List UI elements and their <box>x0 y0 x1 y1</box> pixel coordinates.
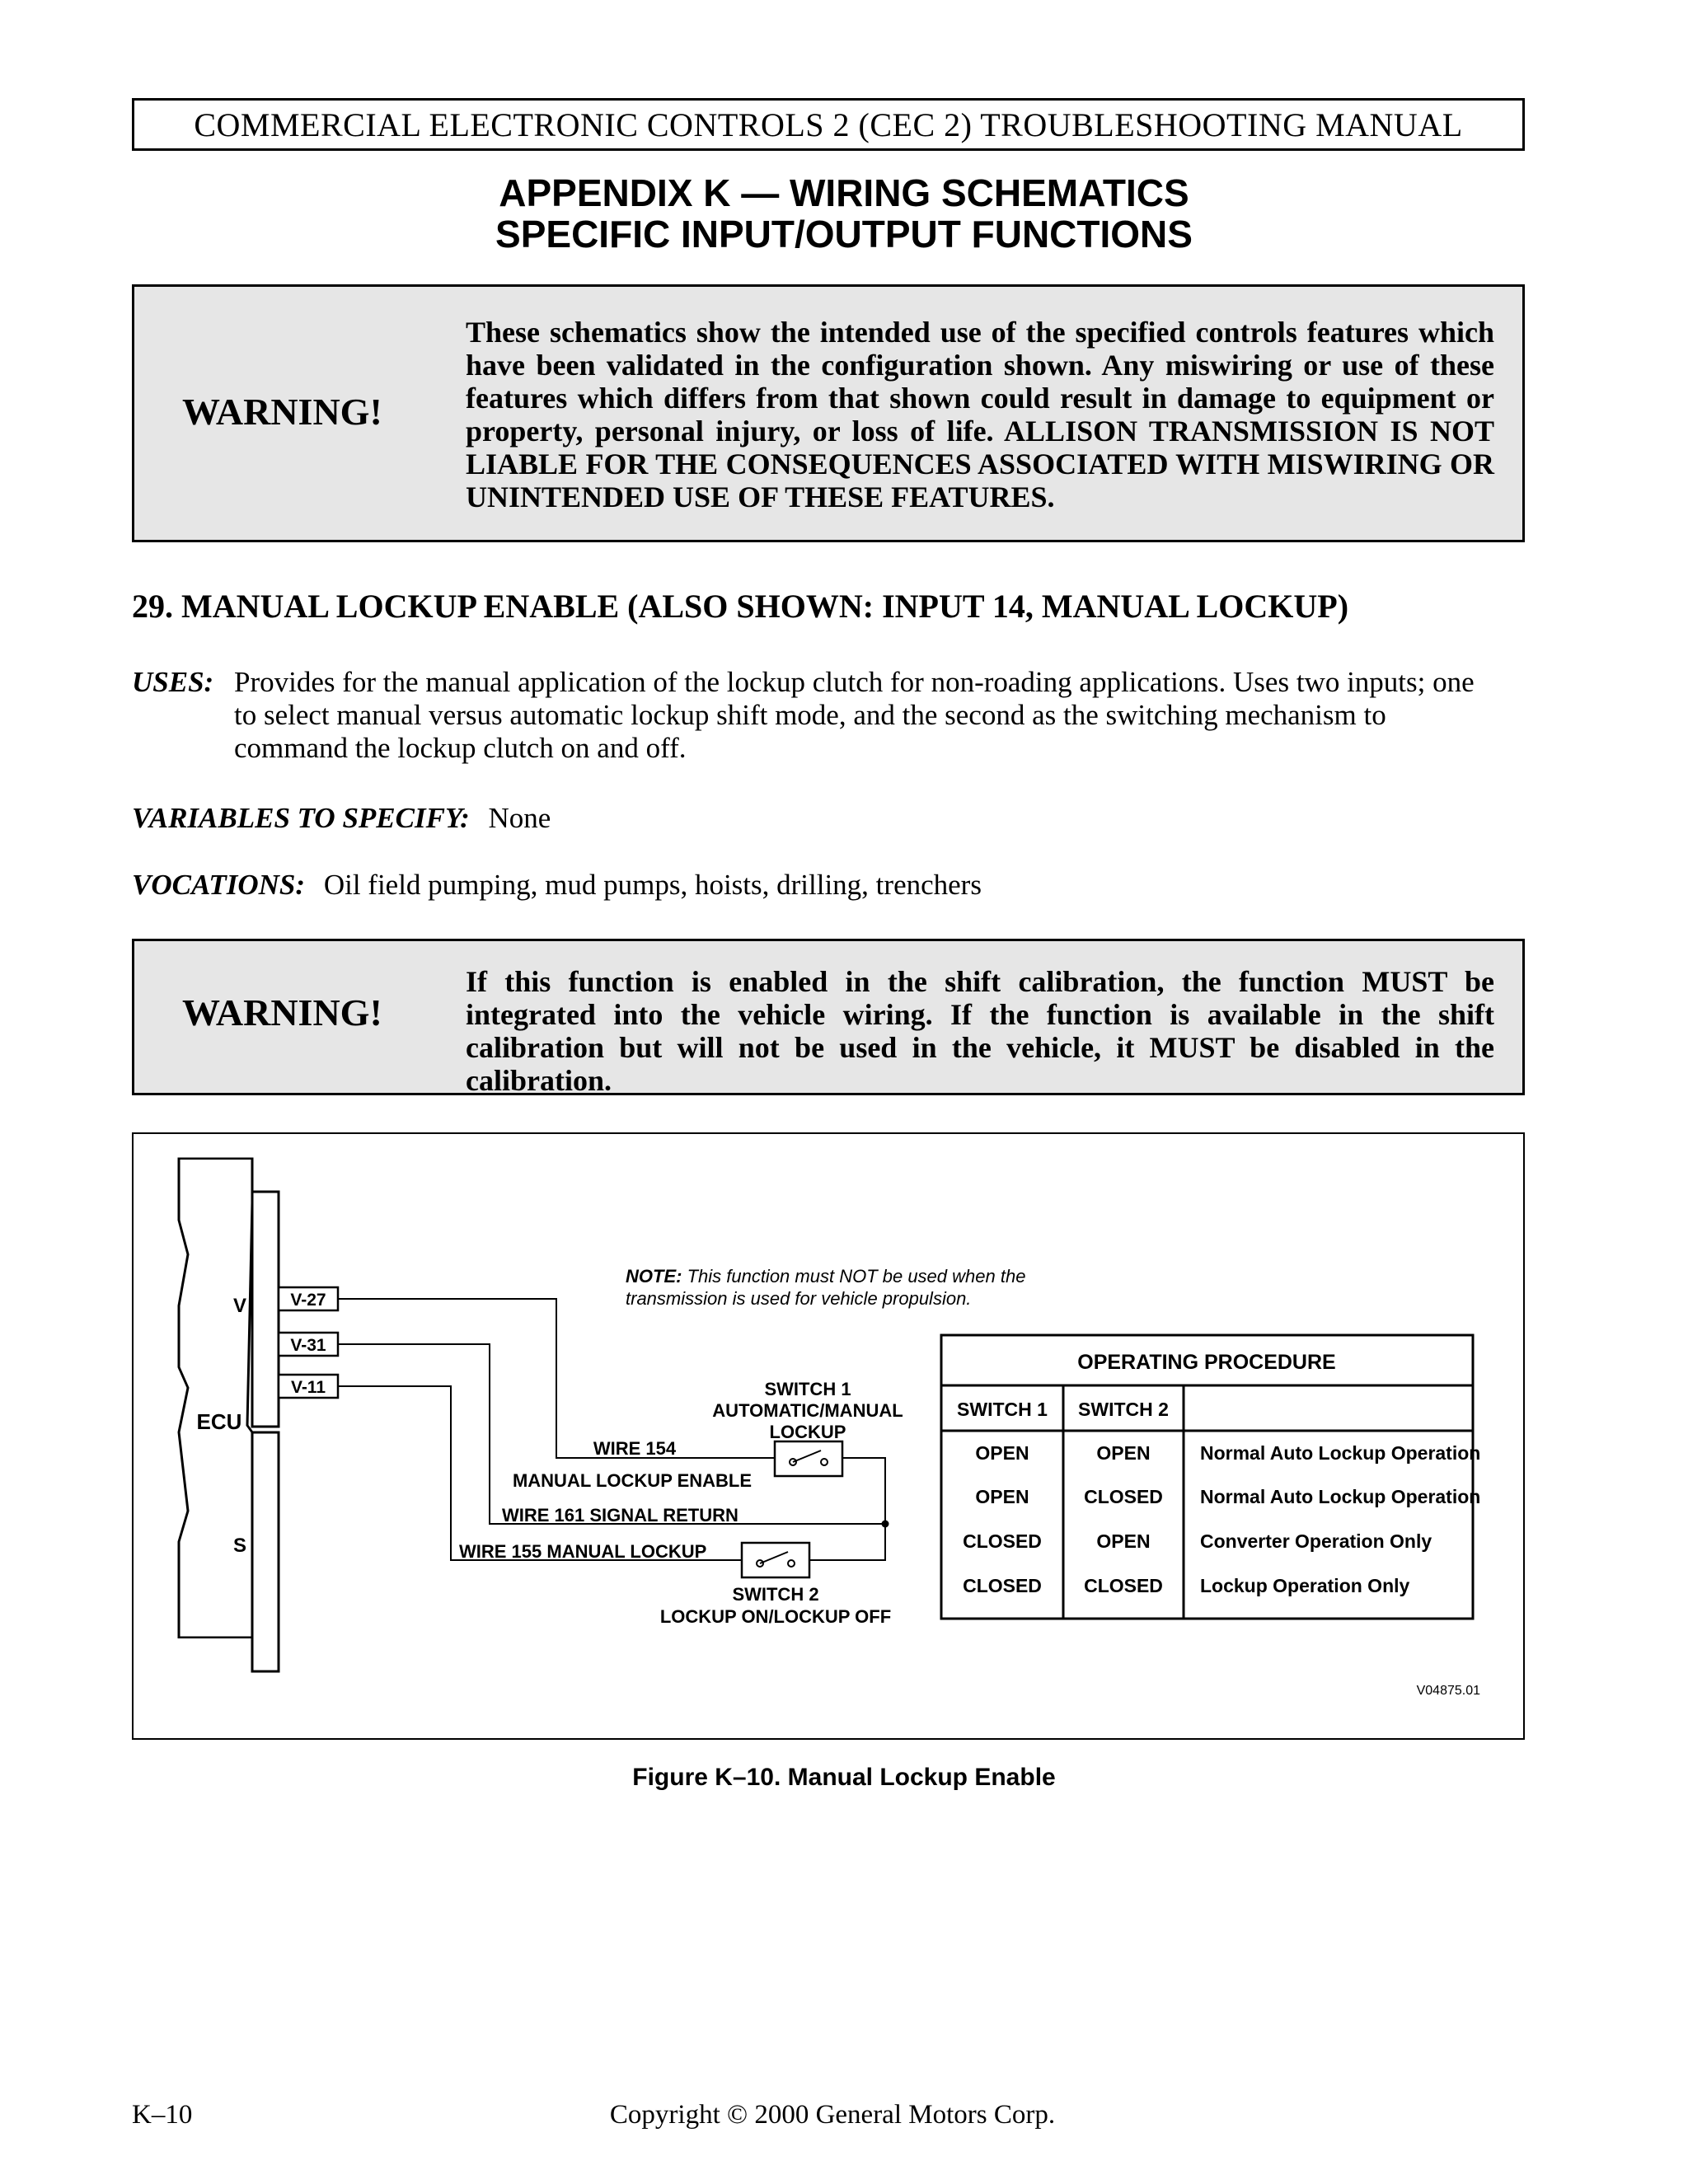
switch-1-box <box>775 1441 842 1476</box>
warning-text: These schematics show the intended use of the specified controls features which have been validated in the configuration shown. Any miswiring or use of these features which differs from that shown could result in damage to equipment or property, personal injury, or loss of life. ALLISON TRANSMISSION IS NOT LIABLE FOR THE CONSEQUENCES ASSOCIATED WITH MISWIRING OR UNINTENDED USE OF THESE FEATURES. <box>466 316 1494 513</box>
diagram-note-line2: transmission is used for vehicle propulsion. <box>626 1288 972 1309</box>
wire-154 <box>338 1299 775 1458</box>
vocations-label: VOCATIONS: <box>132 869 306 901</box>
connector-s-label: S <box>232 1535 246 1557</box>
vocations-text: Oil field pumping, mud pumps, hoists, drilling, trenchers <box>323 869 982 901</box>
table-cell: OPEN <box>975 1486 1029 1507</box>
switch-1-label: SWITCH 1 <box>764 1379 851 1399</box>
page-number: K–10 <box>132 2100 193 2130</box>
wiring-schematic <box>134 1134 1526 1741</box>
junction-dot <box>882 1521 889 1528</box>
table-cell: OPEN <box>975 1442 1029 1464</box>
warning-box-1 <box>132 284 1525 542</box>
pin-v11-label: V-11 <box>290 1378 326 1397</box>
section-title: 29. MANUAL LOCKUP ENABLE (ALSO SHOWN: INPUT 14, MANUAL LOCKUP) <box>132 588 1349 625</box>
table-cell: CLOSED <box>1084 1575 1163 1596</box>
ecu-label: ECU <box>196 1409 242 1434</box>
switch-1-label: LOCKUP <box>769 1422 846 1442</box>
connector-v <box>252 1192 279 1427</box>
figure-caption: Figure K–10. Manual Lockup Enable <box>632 1764 1056 1791</box>
variables-label: VARIABLES TO SPECIFY: <box>132 802 470 834</box>
table-cell: Normal Auto Lockup Operation <box>1200 1442 1481 1464</box>
table-header: SWITCH 2 <box>1078 1399 1169 1420</box>
pin-v27-label: V-27 <box>290 1291 326 1310</box>
switch-2-label: SWITCH 2 <box>732 1584 819 1605</box>
manual-header: COMMERCIAL ELECTRONIC CONTROLS 2 (CEC 2) TROUBLESHOOTING MANUAL <box>132 98 1525 151</box>
figure-code: V04875.01 <box>1416 1684 1480 1698</box>
table-cell: CLOSED <box>963 1530 1042 1552</box>
switch-1-contact <box>821 1459 828 1465</box>
wire-154-label: WIRE 154 <box>593 1438 677 1459</box>
uses-label: USES: <box>132 666 214 698</box>
uses-text: Provides for the manual application of the lockup clutch for non-roading applications. Uses two inputs; one to select manual versus automatic lockup shift mode, and the second as the switching mechanism to command the lockup clutch on and off. <box>234 666 1475 764</box>
appendix-title-line1: APPENDIX K — WIRING SCHEMATICS <box>499 171 1189 214</box>
ecu-body <box>179 1159 252 1638</box>
warning-label: WARNING! <box>182 991 382 1033</box>
table-cell: CLOSED <box>1084 1486 1163 1507</box>
copyright: Copyright © 2000 General Motors Corp. <box>609 2100 1056 2130</box>
warning-text: If this function is enabled in the shift calibration, the function MUST be integrated into the vehicle wiring. If the function is available in the shift calibration but will not be used in the vehicle, it MUST be disabled in the calibration. <box>466 965 1494 1097</box>
figure-frame <box>132 1132 1525 1740</box>
switch-2-contact <box>788 1560 795 1567</box>
wire-161-label: WIRE 161 SIGNAL RETURN <box>502 1505 738 1526</box>
pin-v31-label: V-31 <box>290 1336 326 1355</box>
variables-text: None <box>488 802 551 834</box>
warning-label: WARNING! <box>182 391 382 433</box>
table-cell: OPEN <box>1096 1530 1151 1552</box>
wire-154-label: MANUAL LOCKUP ENABLE <box>512 1470 753 1491</box>
wire-155-label: WIRE 155 MANUAL LOCKUP <box>459 1541 707 1562</box>
table-title: OPERATING PROCEDURE <box>1077 1351 1336 1374</box>
table-cell: Lockup Operation Only <box>1200 1575 1410 1596</box>
table-cell: CLOSED <box>963 1575 1042 1596</box>
operating-procedure-table <box>941 1335 1480 1619</box>
switch-1-label: AUTOMATIC/MANUAL <box>712 1400 903 1421</box>
table-cell: Converter Operation Only <box>1200 1530 1432 1552</box>
table-cell: Normal Auto Lockup Operation <box>1200 1486 1481 1507</box>
diagram-note: NOTE: This function must NOT be used when the <box>626 1266 1026 1286</box>
vocations-line <box>132 869 982 902</box>
table-cell: OPEN <box>1096 1442 1151 1464</box>
switch-2-label: LOCKUP ON/LOCKUP OFF <box>659 1606 892 1627</box>
connector-v-label: V <box>232 1295 246 1317</box>
switch-2-box <box>742 1543 809 1577</box>
warning-box-2 <box>132 939 1525 1095</box>
variables-line <box>132 802 551 835</box>
connector-s <box>252 1432 279 1671</box>
appendix-title-line2: SPECIFIC INPUT/OUTPUT FUNCTIONS <box>495 213 1193 255</box>
table-header: SWITCH 1 <box>957 1399 1048 1420</box>
